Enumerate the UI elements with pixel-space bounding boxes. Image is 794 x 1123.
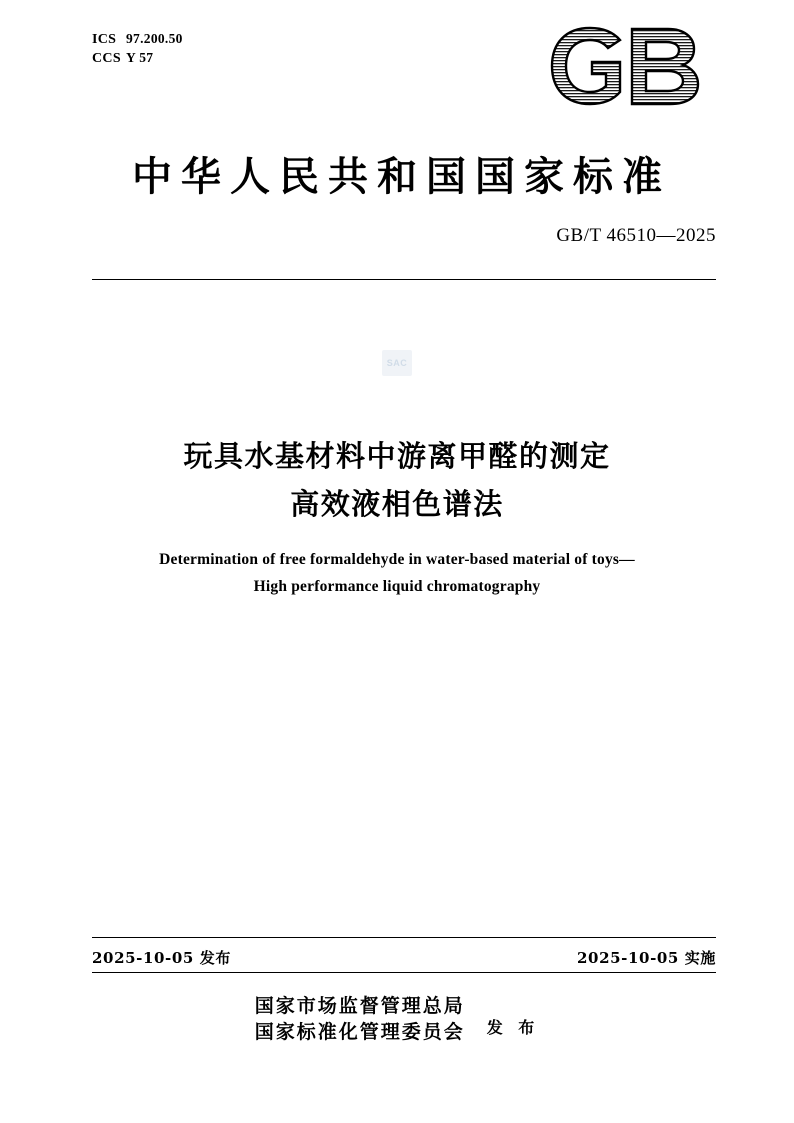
sac-logo-icon: SAC — [382, 350, 412, 376]
issuer-name-line-2: 国家标准化管理委员会 — [254, 1021, 465, 1043]
gb-emblem-icon — [548, 24, 716, 108]
standard-number: GB/T 46510—2025 — [556, 225, 716, 246]
document-title-chinese-line-2: 高效液相色谱法 — [290, 487, 504, 521]
issuer-publish-label: 发 布 — [486, 1017, 540, 1037]
classification-codes — [92, 30, 183, 68]
divider-dates-top — [92, 937, 716, 938]
divider-top — [92, 279, 716, 280]
document-title-english-line-2: High performance liquid chromatography — [253, 578, 541, 595]
ics-label: ICS — [92, 32, 117, 47]
ccs-value: Y 57 — [126, 50, 154, 65]
ccs-code-line — [92, 49, 183, 68]
ics-value: 97.200.50 — [126, 31, 183, 46]
document-title-chinese-line-1: 玩具水基材料中游离甲醛的测定 — [183, 439, 611, 473]
page-title: 中华人民共和国国家标准 — [132, 153, 671, 200]
dates-row — [92, 943, 716, 971]
issuer-names — [255, 993, 465, 1045]
issuer-name-line-1: 国家市场监督管理总局 — [254, 995, 465, 1017]
document-title-english — [0, 546, 794, 600]
ccs-label: CCS — [92, 51, 121, 66]
issuer-block — [0, 993, 794, 1045]
document-title-english-line-1: Determination of free formaldehyde in water-based material of toys— — [159, 551, 635, 568]
divider-dates-bottom — [92, 972, 716, 973]
document-title-chinese — [0, 432, 794, 528]
issue-date: 2025-10-05 发布 — [92, 948, 231, 967]
ics-code-line — [92, 30, 183, 49]
implementation-date: 2025-10-05 实施 — [577, 948, 716, 967]
